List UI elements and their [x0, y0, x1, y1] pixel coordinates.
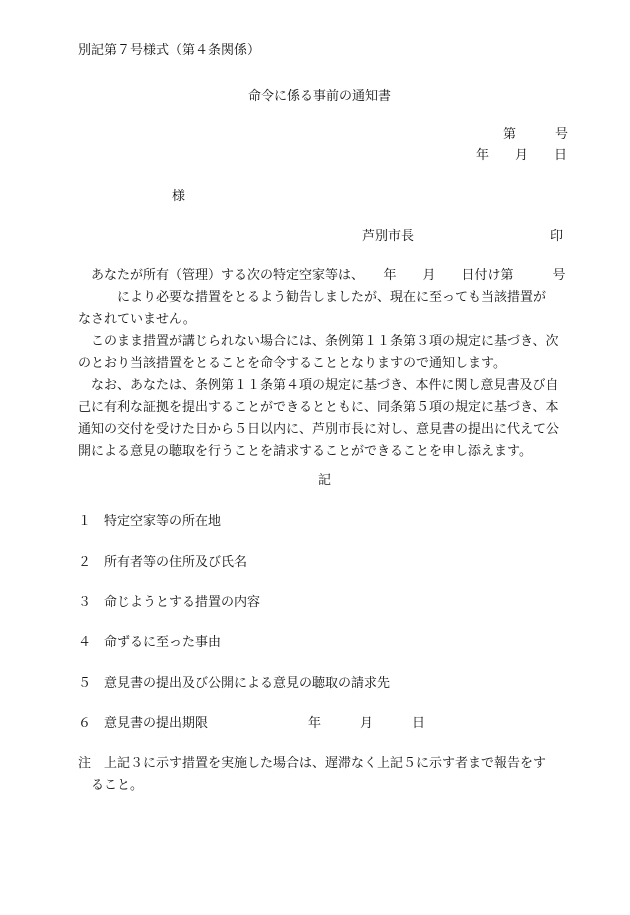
- form-label: 別記第７号様式（第４条関係）: [78, 43, 261, 58]
- item-number: ５: [78, 676, 92, 691]
- body-line: 通知の交付を受けた日から５日以内に、芦別市長に対し、意見書の提出に代えて公: [78, 422, 560, 437]
- seal-mark: 印: [550, 229, 564, 244]
- body-line: のとおり当該措置をとることを命令することとなりますので通知します。: [78, 356, 506, 371]
- item-text: 特定空家等の所在地: [104, 514, 222, 529]
- item-text: 命ずるに至った事由: [104, 635, 222, 650]
- note-label: 注: [78, 756, 92, 771]
- issuer-name: 芦別市長: [362, 229, 415, 244]
- document-date: 年 月 日: [476, 148, 568, 163]
- addressee: 様: [172, 189, 186, 204]
- item-text: 意見書の提出及び公開による意見の聴取の請求先: [104, 676, 391, 691]
- body-line: 開による意見の聴取を行うことを請求することができることを申し添えます。: [78, 444, 532, 459]
- body-line: なされていません。: [78, 312, 196, 327]
- deadline-date: 年 月 日: [308, 716, 426, 731]
- body-line: 己に有利な証拠を提出することができるとともに、同条第５項の規定に基づき、本: [78, 400, 559, 415]
- item-number: ２: [78, 555, 92, 570]
- document-title: 命令に係る事前の通知書: [248, 89, 392, 104]
- note-line: ること。: [91, 778, 144, 793]
- body-paragraph-3: [78, 375, 578, 463]
- document-number: 第 号: [503, 127, 569, 142]
- note-line: 上記３に示す措置を実施した場合は、遅滞なく上記５に示す者まで報告をす: [104, 756, 547, 771]
- item-number: ４: [78, 635, 92, 650]
- body-paragraph-1: [78, 265, 578, 331]
- item-text: 命じようとする措置の内容: [104, 595, 261, 610]
- body-line: なお、あなたは、条例第１１条第４項の規定に基づき、本件に関し意見書及び自: [78, 378, 559, 393]
- ki-heading: 記: [318, 473, 332, 488]
- body-line: により必要な措置をとるよう勧告しましたが、現在に至っても当該措置が: [78, 290, 547, 305]
- item-number: ６: [78, 716, 92, 731]
- body-paragraph-2: [78, 331, 578, 375]
- body-line: このまま措置が講じられない場合には、条例第１１条第３項の規定に基づき、次: [78, 334, 559, 349]
- item-text: 意見書の提出期限: [104, 716, 209, 731]
- item-text: 所有者等の住所及び氏名: [104, 555, 248, 570]
- body-line: あなたが所有（管理）する次の特定空家等は、 年 月 日付け第 号: [78, 268, 566, 283]
- item-number: １: [78, 514, 92, 529]
- item-number: ３: [78, 595, 92, 610]
